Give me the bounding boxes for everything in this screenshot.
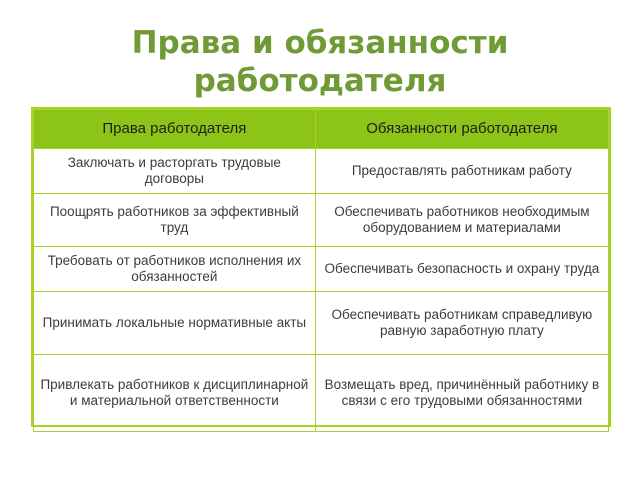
right-cell: Поощрять работников за эффективный труд <box>34 194 316 247</box>
table-row <box>34 149 609 194</box>
duty-cell: Возмещать вред, причинённый работнику в связи с его трудовыми обязанностями <box>315 355 608 432</box>
table-row <box>34 194 609 247</box>
table-row <box>34 292 609 355</box>
duty-cell: Обеспечивать работникам справедливую равную заработную плату <box>315 292 608 355</box>
right-cell: Заключать и расторгать трудовые договоры <box>34 149 316 194</box>
title-line-2: работодателя <box>193 63 447 99</box>
header-rights: Права работодателя <box>34 110 316 149</box>
page-title <box>0 24 640 100</box>
right-cell: Требовать от работников исполнения их обязанностей <box>34 247 316 292</box>
table-row <box>34 355 609 432</box>
duty-cell: Обеспечивать безопасность и охрану труда <box>315 247 608 292</box>
header-duties: Обязанности работодателя <box>315 110 608 149</box>
right-cell: Привлекать работников к дисциплинарной и материальной ответственности <box>34 355 316 432</box>
right-cell: Принимать локальные нормативные акты <box>34 292 316 355</box>
duty-cell: Предоставлять работникам работу <box>315 149 608 194</box>
title-line-1: Права и обязанности <box>131 25 509 61</box>
table-row <box>34 247 609 292</box>
table <box>33 109 609 432</box>
table-header-row <box>34 110 609 149</box>
rights-duties-table <box>31 107 611 427</box>
duty-cell: Обеспечивать работников необходимым оборудованием и материалами <box>315 194 608 247</box>
